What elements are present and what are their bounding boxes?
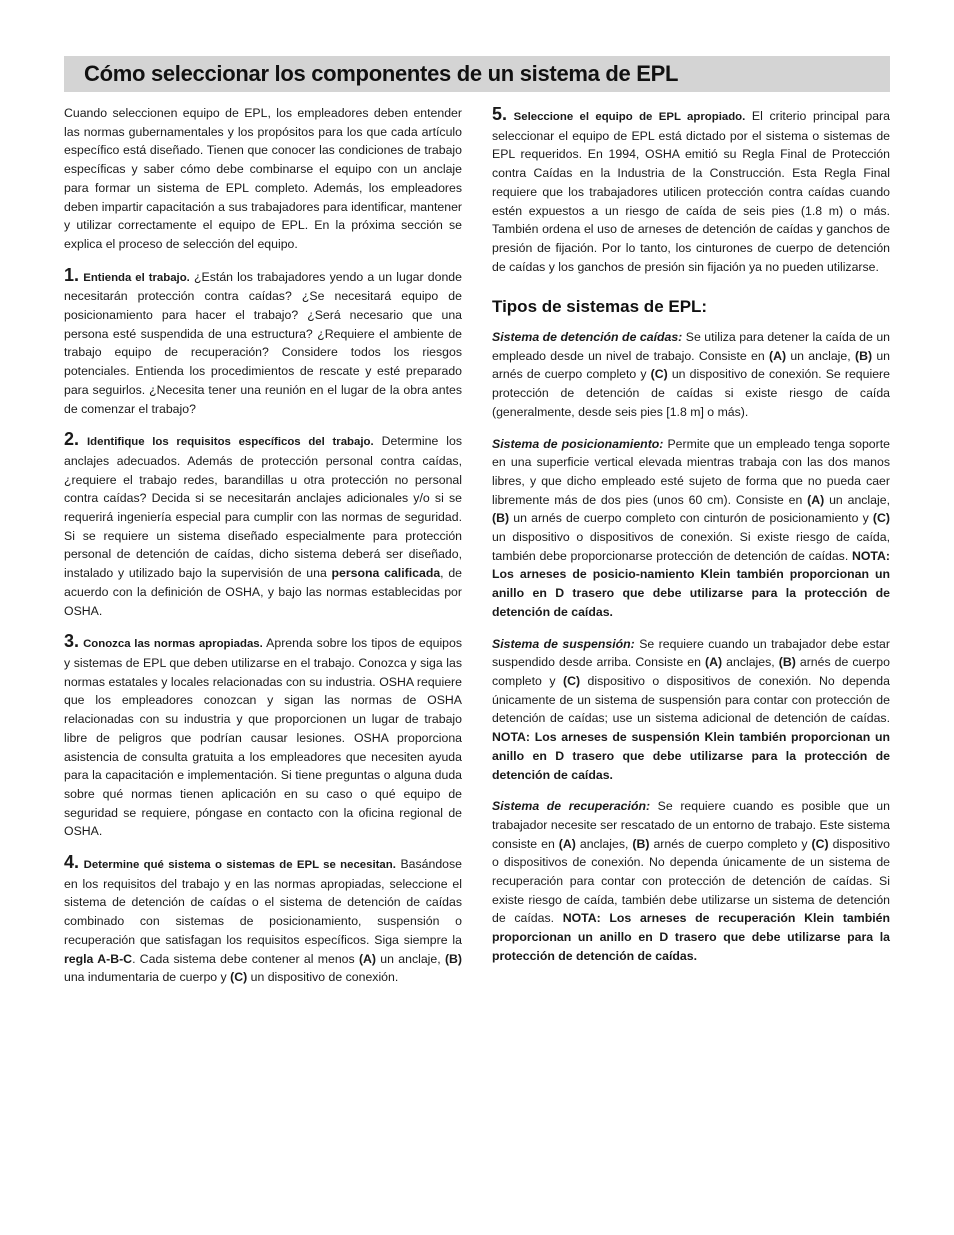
step-text: El criterio principal para seleccionar el equipo de EPL está dictado por el sistema o sistemas de EPL requeridos. En 1994, OSHA emitió su Regla Final de Protección contra Caídas en la Industria de la Construcción. Esta Regla Final requiere que los trabajadores utilicen protección contra caídas cuando estén expuestos a un riesgo de caída de seis pies (1.8 m) o más. También ordena el uso de arneses de detención de caídas y ganchos de presión de fijación. Por lo tanto, los cinturones de cuerpo de detención de caídas y los ganchos de presión sin fijación ya no pueden utilizarse. bbox=[492, 109, 890, 274]
type-text: dispositivo o dispositivos de conexión. No dependa únicamente de un sistema de recuperación para contar con protección de detención de caídas. Si existe riesgo de caída, también debe utilizarse un sistema de detención de caídas. bbox=[492, 836, 890, 926]
step-lead: Seleccione el equipo de EPL apropiado. bbox=[513, 111, 746, 123]
letter-b: (B) bbox=[444, 951, 463, 966]
step-2 bbox=[64, 429, 462, 620]
step-bold-term: regla A-B-C bbox=[64, 951, 133, 966]
type-tag: Sistema de posicionamiento: bbox=[492, 436, 664, 451]
letter-a: (A) bbox=[768, 348, 787, 363]
letter-c: (C) bbox=[872, 511, 890, 526]
type-text: Se requiere cuando es posible que un trabajador necesite ser rescatado de un entorno de trabajo. Este sistema consiste en bbox=[492, 799, 890, 851]
letter-c: (C) bbox=[230, 970, 248, 985]
type-suspension bbox=[492, 635, 890, 785]
type-retrieval bbox=[492, 797, 890, 965]
letter-b: (B) bbox=[492, 511, 510, 526]
type-text: arnés de cuerpo completo y bbox=[492, 655, 890, 688]
step-text: una indumentaria de cuerpo y bbox=[64, 970, 231, 985]
type-tag: Sistema de recuperación: bbox=[492, 799, 651, 814]
step-number: 3. bbox=[64, 631, 80, 652]
step-number: 2. bbox=[64, 429, 80, 450]
letter-c: (C) bbox=[650, 367, 668, 382]
step-text: Basándose en los requisitos del trabajo y en las normas apropiadas, seleccione el sistema de detención de caídas o el sistema de detención de caídas combinado con sistemas de posicionamiento, suspensión o recuperación que satisfagan los requisitos específicos. Siga siempre la bbox=[64, 857, 462, 947]
page-title: Cómo seleccionar los componentes de un sistema de EPL bbox=[84, 61, 679, 86]
type-text: arnés de cuerpo completo y bbox=[649, 836, 812, 851]
step-bold-term: persona calificada bbox=[331, 566, 441, 581]
letter-b: (B) bbox=[854, 348, 873, 363]
step-text: un dispositivo de conexión. bbox=[247, 970, 399, 985]
type-text: un anclaje, bbox=[824, 492, 890, 507]
step-4 bbox=[64, 852, 463, 987]
title-bar bbox=[64, 56, 890, 92]
step-number: 1. bbox=[64, 264, 80, 285]
type-text: Se requiere cuando un trabajador debe estar suspendido desde arriba. Consiste en bbox=[492, 636, 890, 670]
right-column bbox=[492, 104, 891, 979]
step-lead: Conozca las normas apropiadas. bbox=[83, 638, 263, 651]
step-text: , de acuerdo con la definición de OSHA, y bajo las normas establecidas por OSHA. bbox=[64, 566, 462, 618]
intro-paragraph: Cuando seleccionen equipo de EPL, los empleadores deben entender las normas gubernamentales y los propósitos para los que cada artículo específico está diseñado. Tienen que conocer las condiciones de trabajo específicas y saber cómo debe combinarse el equipo con un anclaje para formar un sistema de EPL completo. Además, los empleadores deben impartir capacitación a sus trabajadores para identificar, mantener y utilizar correctamente el equipo de EPL. En la próxima sección se explica el proceso de selección del equipo. bbox=[64, 106, 462, 251]
step-text: . Cada sistema debe contener al menos bbox=[132, 951, 359, 966]
letter-a: (A) bbox=[558, 836, 576, 851]
step-number: 4. bbox=[64, 852, 80, 873]
left-column bbox=[64, 104, 462, 1001]
step-lead: Entienda el trabajo. bbox=[83, 271, 190, 284]
letter-b: (B) bbox=[632, 836, 650, 851]
type-note: NOTA: Los arneses de suspensión Klein también proporcionan un anillo en D trasero que debe utilizarse para la protección de detención de caídas. bbox=[492, 730, 890, 782]
type-note: NOTA: Los arneses de posicio-namiento Klein también proporcionan un anillo en D trasero que debe utilizarse para la protección de detención de caídas. bbox=[492, 548, 890, 619]
type-note: NOTA: Los arneses de recuperación Klein también proporcionan un anillo en D trasero que debe utilizarse para la protección de detención de caídas. bbox=[492, 911, 890, 963]
type-text: un dispositivo de conexión. Se requiere protección de detención de caídas si existe riesgo de caída (generalmente, desde seis pies [1.8 m] o más). bbox=[492, 367, 890, 419]
step-text: un anclaje, bbox=[376, 951, 445, 966]
types-heading: Tipos de sistemas de EPL: bbox=[492, 297, 708, 317]
type-text: un arnés de cuerpo completo con cinturón de posicionamiento y bbox=[509, 511, 873, 526]
step-lead: Identifique los requisitos específicos del trabajo. bbox=[86, 436, 374, 449]
step-5 bbox=[492, 104, 890, 276]
step-3 bbox=[64, 631, 463, 841]
letter-b: (B) bbox=[778, 655, 796, 670]
step-number: 5. bbox=[492, 104, 508, 124]
step-1 bbox=[64, 264, 462, 419]
type-positioning bbox=[492, 435, 890, 622]
step-text: Aprenda sobre los tipos de equipos y sistemas de EPL que deben utilizarse en el trabajo. Conozca y siga las normas estatales y locales relacionadas con su industria. OSHA requiere que los empleadores conozcan y sigan las normas de OSHA relacionadas con su industria y que proporcionen un lugar de trabajo libre de peligros que podrían causar lesiones. OSHA proporciona asistencia de consulta gratuita a los empleadores que necesiten ayuda para la capacitación e implementación. Si tiene preguntas o alguna duda sobre qué normas tienen aplicación en su caso o qué equipo de seguridad se requiere, póngase en contacto con la oficina regional de OSHA. bbox=[64, 636, 463, 839]
type-text: anclajes, bbox=[575, 836, 633, 851]
type-fall-arrest bbox=[492, 328, 890, 422]
type-tag: Sistema de detención de caídas: bbox=[492, 330, 683, 345]
type-text: anclajes, bbox=[722, 655, 779, 670]
letter-c: (C) bbox=[562, 673, 581, 688]
step-text: ¿Están los trabajadores yendo a un lugar donde necesitarán protección contra caídas? ¿Se necesitará equipo de posicionamiento para hacer el trabajo? ¿Será necesario que una persona esté suspendida de una estructura? ¿Requiere el ambiente de trabajo equipo de recuperación? Considere todos los riesgos potenciales. Entienda los procedimientos de rescate y esté preparado para seguirlos. ¿Necesita tener una reunión en el lugar de la obra antes de comenzar el trabajo? bbox=[64, 269, 462, 416]
type-text: Se utiliza para detener la caída de un empleado desde un nivel de trabajo. Consiste en bbox=[492, 330, 891, 363]
type-text: Permite que un empleado tenga soporte en una superficie vertical elevada mientras trabaja con las dos manos libres, y que dicho empleado esté sujeto de forma que no pueda caer libremente más de dos pies (unos 60 cm). Consiste en bbox=[492, 436, 891, 507]
step-text: Determine los anclajes adecuados. Además de protección personal contra caídas, ¿requiere el trabajo redes, barandillas u otra protección no personal contra caídas? Decida si se necesitarán anclajes adicionales y/o si se requerirá ingeniería especial para cumplir con las normas de seguridad. Si se requiere un sistema diseñado especialmente para protección personal de detención de caídas, dicho sistema deberá ser diseñado, instalado y utilizado bajo la supervisión de una bbox=[64, 434, 462, 581]
letter-a: (A) bbox=[358, 951, 377, 966]
type-tag: Sistema de suspensión: bbox=[492, 636, 635, 651]
types-section bbox=[492, 328, 890, 966]
letter-c: (C) bbox=[811, 836, 829, 851]
type-text: dispositivo o dispositivos de conexión. No dependa únicamente de un sistema de suspensión para contar con protección de detención de caídas; use un sistema adicional de detención de caídas. bbox=[492, 673, 890, 726]
letter-a: (A) bbox=[807, 492, 825, 507]
type-text: un anclaje, bbox=[786, 348, 855, 363]
letter-a: (A) bbox=[705, 655, 723, 670]
step-lead: Determine qué sistema o sistemas de EPL se necesitan. bbox=[83, 859, 396, 872]
type-text: un arnés de cuerpo completo y bbox=[492, 348, 891, 382]
type-text: un dispositivo o dispositivos de conexión. Si existe riesgo de caída, también debe proporcionarse protección de detención de caídas. bbox=[492, 530, 890, 563]
